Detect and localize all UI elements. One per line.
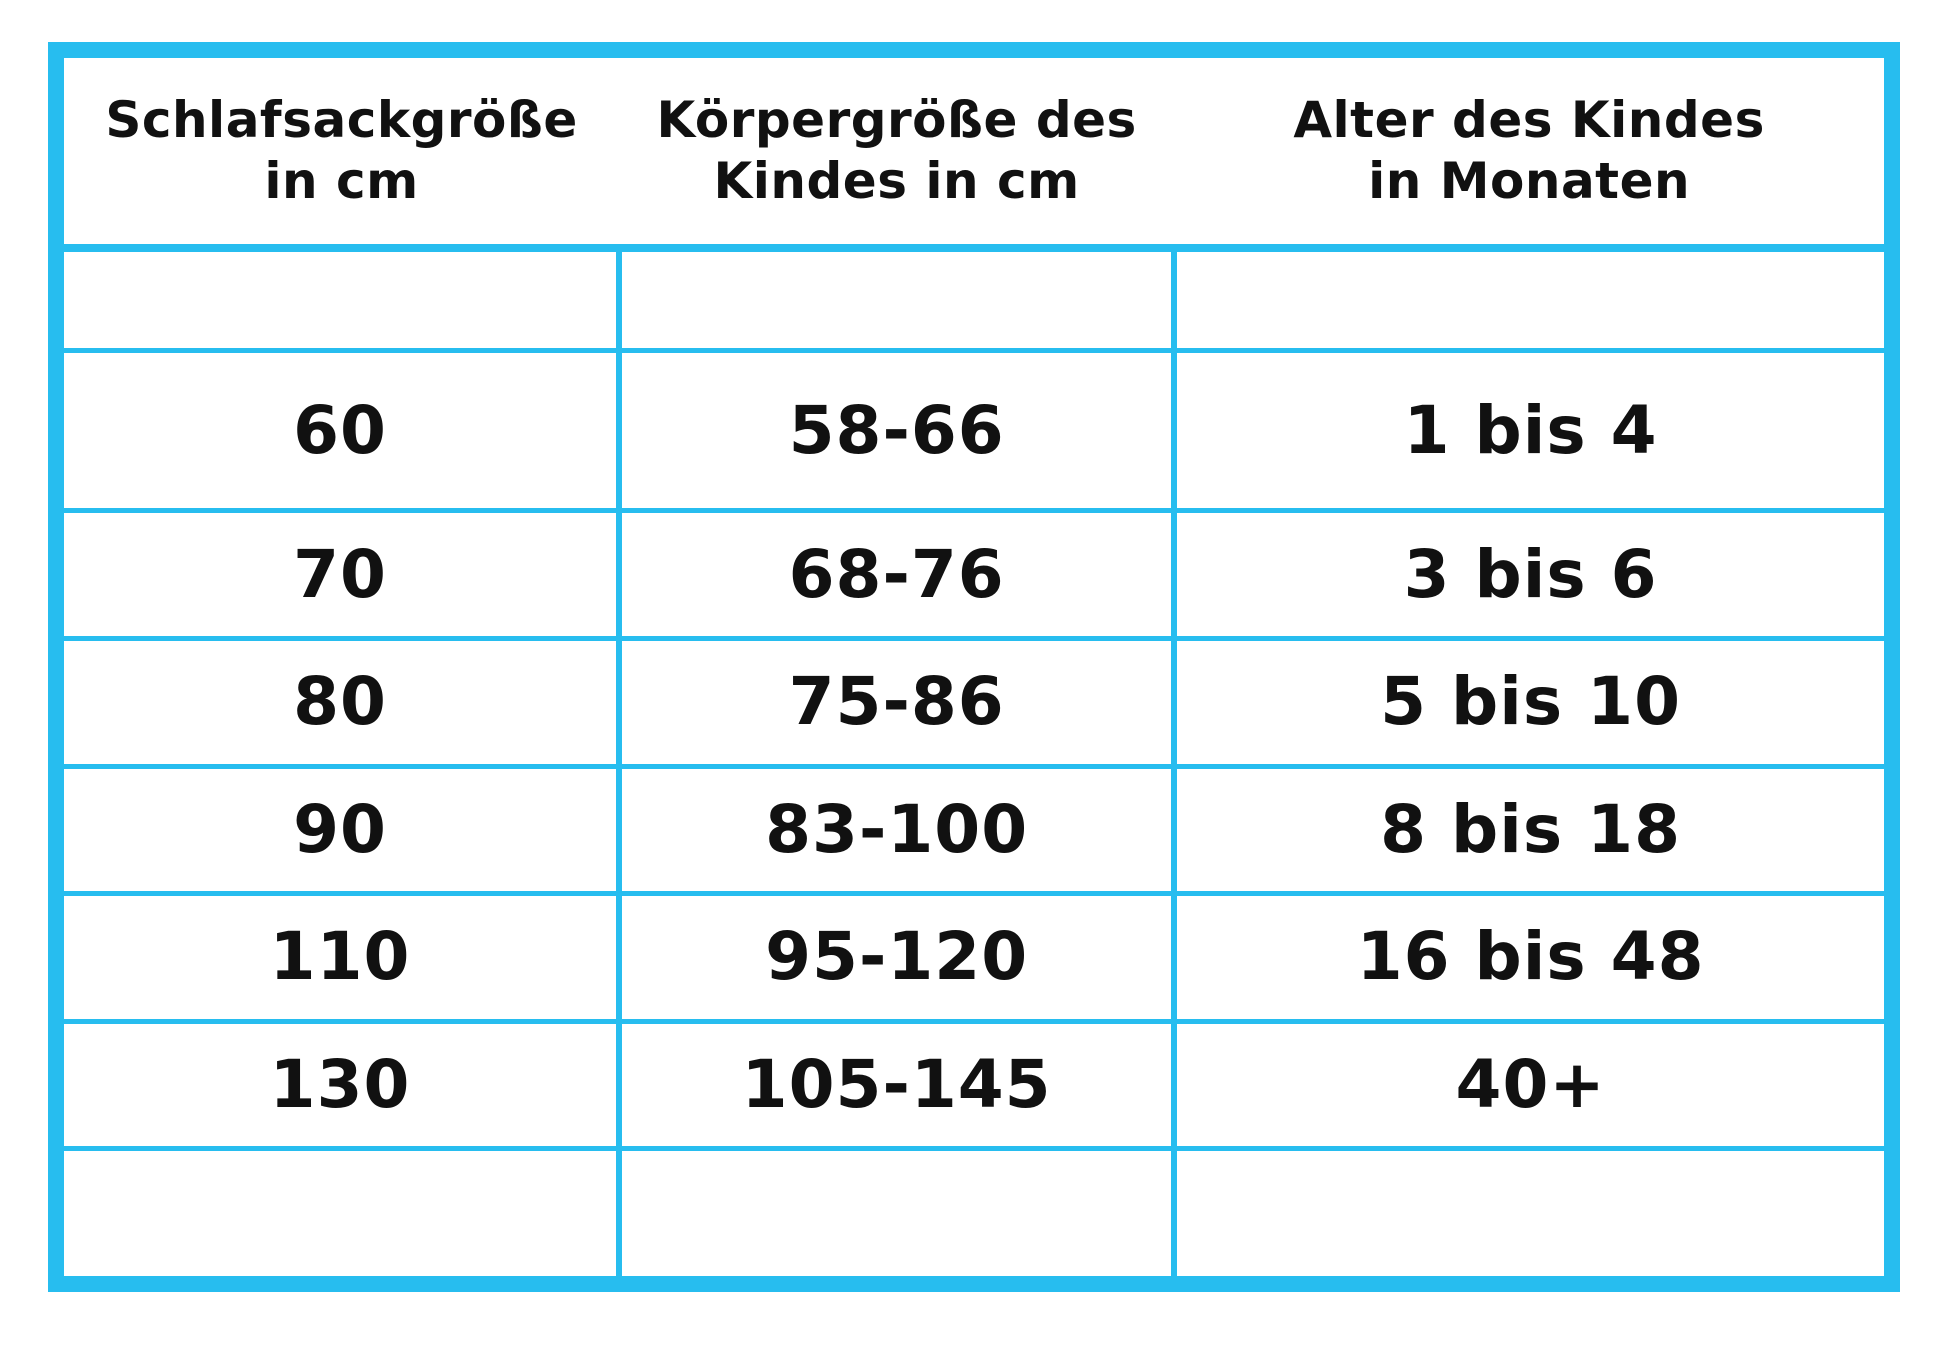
cell-sleeping-bag-size: 130	[64, 1021, 619, 1149]
column-header-body-height-line1: Körpergröße des	[656, 91, 1137, 149]
cell-age: 8 bis 18	[1174, 766, 1884, 894]
spacer-cell	[619, 248, 1174, 350]
column-header-sleeping-bag-size	[64, 58, 619, 248]
cell-body-height: 58-66	[619, 350, 1174, 511]
cell-sleeping-bag-size: 110	[64, 894, 619, 1022]
cell-age: 16 bis 48	[1174, 894, 1884, 1022]
table-row	[64, 639, 1884, 767]
cell-body-height: 83-100	[619, 766, 1174, 894]
size-table	[64, 58, 1884, 1276]
cell-age: 40+	[1174, 1021, 1884, 1149]
cell-sleeping-bag-size: 90	[64, 766, 619, 894]
cell-body-height: 95-120	[619, 894, 1174, 1022]
size-table-frame	[48, 42, 1900, 1292]
column-header-sleeping-bag-size-line1: Schlafsackgröße	[105, 91, 578, 149]
table-row	[64, 894, 1884, 1022]
table-spacer-row-top	[64, 248, 1884, 350]
table-row	[64, 1021, 1884, 1149]
spacer-cell	[1174, 248, 1884, 350]
spacer-cell	[619, 1149, 1174, 1276]
cell-body-height: 68-76	[619, 511, 1174, 639]
cell-sleeping-bag-size: 70	[64, 511, 619, 639]
column-header-sleeping-bag-size-line2: in cm	[264, 152, 419, 210]
cell-age: 1 bis 4	[1174, 350, 1884, 511]
column-header-body-height-line2: Kindes in cm	[713, 152, 1080, 210]
spacer-cell	[1174, 1149, 1884, 1276]
spacer-cell	[64, 1149, 619, 1276]
cell-body-height: 105-145	[619, 1021, 1174, 1149]
spacer-cell	[64, 248, 619, 350]
column-header-body-height	[619, 58, 1174, 248]
column-header-age-line2: in Monaten	[1368, 152, 1691, 210]
cell-age: 5 bis 10	[1174, 639, 1884, 767]
column-header-age-line1: Alter des Kindes	[1293, 91, 1765, 149]
table-row	[64, 350, 1884, 511]
cell-sleeping-bag-size: 80	[64, 639, 619, 767]
table-row	[64, 766, 1884, 894]
table-body	[64, 248, 1884, 1276]
header-row	[64, 58, 1884, 248]
cell-sleeping-bag-size: 60	[64, 350, 619, 511]
table-header	[64, 58, 1884, 248]
table-row	[64, 511, 1884, 639]
cell-age: 3 bis 6	[1174, 511, 1884, 639]
column-header-age	[1174, 58, 1884, 248]
table-spacer-row-bottom	[64, 1149, 1884, 1276]
cell-body-height: 75-86	[619, 639, 1174, 767]
